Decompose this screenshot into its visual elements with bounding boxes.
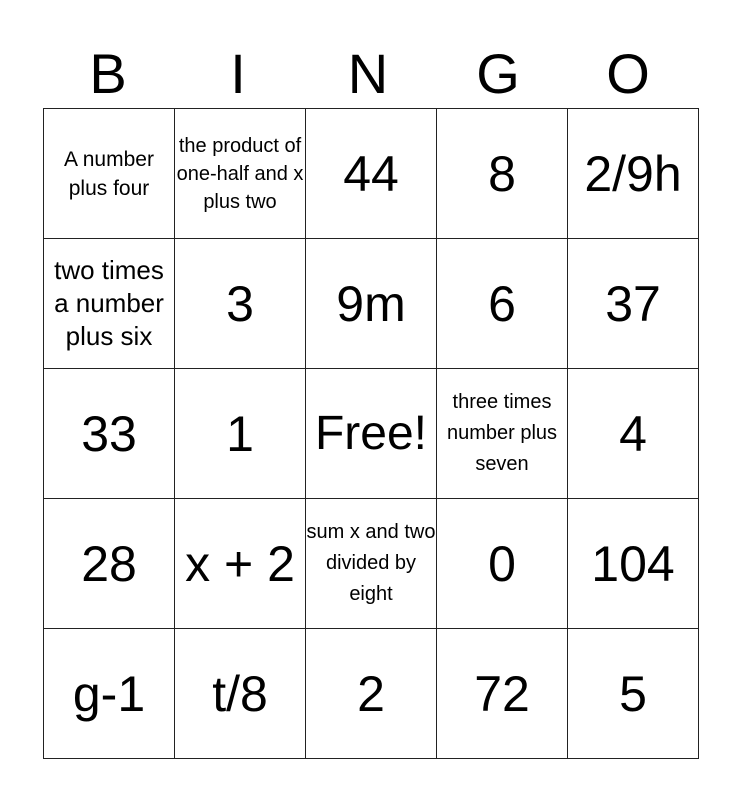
cell-text: 44 — [343, 145, 399, 202]
cell-text: A number plus four — [64, 147, 154, 200]
cell-text: 37 — [605, 275, 661, 332]
cell-text: three times number plus seven — [446, 391, 558, 475]
bingo-cell — [175, 109, 306, 239]
bingo-board — [43, 108, 699, 759]
header-letter-g: G — [476, 42, 520, 105]
header-letter-n: N — [347, 42, 389, 105]
cell-text: 8 — [488, 145, 516, 202]
bingo-cell — [437, 109, 568, 239]
bingo-cell — [568, 629, 699, 759]
bingo-cell — [437, 629, 568, 759]
bingo-cell — [175, 629, 306, 759]
free-space-label: Free! — [314, 406, 428, 460]
bingo-cell — [437, 499, 568, 629]
bingo-cell — [44, 629, 175, 759]
cell-text: 1 — [226, 405, 254, 462]
bingo-cell — [437, 369, 568, 499]
cell-text: 104 — [591, 535, 675, 592]
cell-text: 0 — [488, 535, 516, 592]
bingo-cell — [568, 499, 699, 629]
cell-text: 28 — [81, 535, 137, 592]
board-row — [44, 369, 699, 499]
bingo-cell — [306, 499, 437, 629]
header-letter-o: O — [606, 42, 650, 105]
bingo-cell — [306, 629, 437, 759]
header-letter-i: I — [230, 42, 246, 105]
bingo-cell — [175, 239, 306, 369]
cell-text: 3 — [226, 275, 254, 332]
cell-text: 2 — [357, 665, 385, 722]
cell-text: the product of one-half and x plus two — [176, 134, 304, 213]
bingo-cell — [437, 239, 568, 369]
bingo-cell — [568, 239, 699, 369]
bingo-cell — [306, 109, 437, 239]
cell-text: 5 — [619, 665, 647, 722]
bingo-cell — [44, 369, 175, 499]
bingo-header — [43, 40, 693, 108]
free-space-cell — [306, 369, 437, 499]
board-row — [44, 239, 699, 369]
bingo-cell — [44, 109, 175, 239]
header-letter-b: B — [89, 42, 127, 105]
cell-text: x + 2 — [185, 535, 295, 592]
board-row — [44, 629, 699, 759]
cell-text: two times a number plus six — [54, 255, 164, 351]
cell-text: 72 — [474, 665, 530, 722]
cell-text: 6 — [488, 275, 516, 332]
board-row — [44, 499, 699, 629]
cell-text: sum x and two divided by eight — [306, 521, 436, 605]
cell-text: 4 — [619, 405, 647, 462]
cell-text: g-1 — [72, 665, 146, 722]
board-row — [44, 109, 699, 239]
bingo-cell — [306, 239, 437, 369]
cell-text: 2/9h — [584, 145, 682, 202]
bingo-cell — [568, 369, 699, 499]
bingo-cell — [568, 109, 699, 239]
bingo-cell — [175, 499, 306, 629]
bingo-cell — [44, 239, 175, 369]
bingo-cell — [44, 499, 175, 629]
cell-text: 9m — [336, 275, 406, 332]
cell-text: 33 — [81, 405, 137, 462]
cell-text: t/8 — [212, 665, 268, 722]
bingo-cell — [175, 369, 306, 499]
